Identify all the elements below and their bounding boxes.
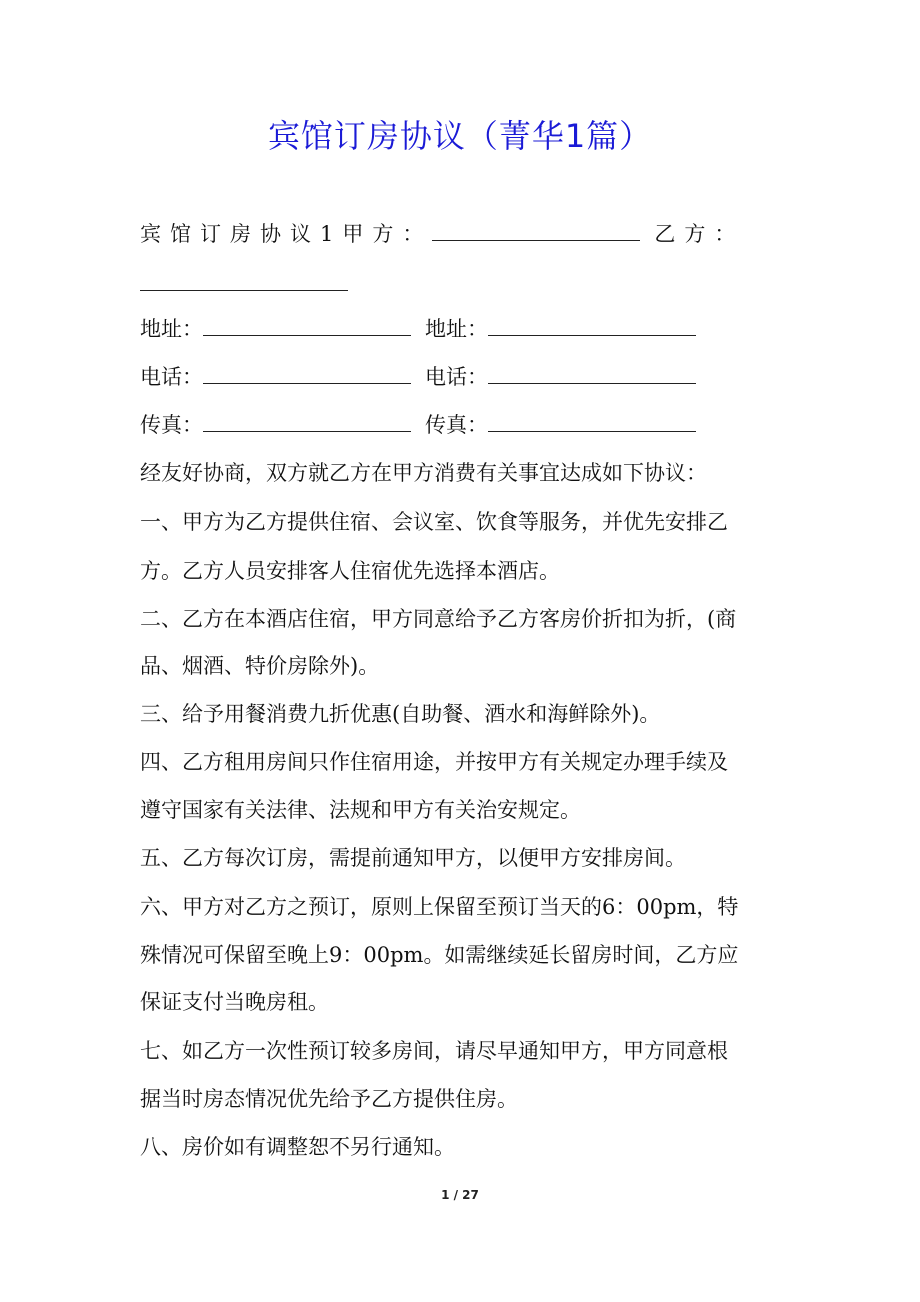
left-phone-label: 电话： — [140, 365, 203, 389]
left-address-label: 地址： — [140, 317, 203, 341]
right-phone-label: 电话： — [425, 365, 488, 389]
clause-6-line-2: 殊情况可保留至晚上9：00pm。如需继续延长留房时间，乙方应 — [140, 943, 739, 967]
clause-1-line-1: 一、甲方为乙方提供住宿、会议室、饮食等服务，并优先安排乙 — [140, 510, 728, 534]
clause-3: 三、给予用餐消费九折优惠(自助餐、酒水和海鲜除外)。 — [140, 702, 661, 726]
party-b-blank — [140, 270, 348, 291]
clause-7-line-2: 据当时房态情况优先给予乙方提供住房。 — [140, 1087, 518, 1111]
paragraph-intro: 经友好协商，双方就乙方在甲方消费有关事宜达成如下协议： — [140, 461, 707, 485]
party-b-label: 乙方： — [654, 222, 745, 246]
document-title: 宾馆订房协议（菁华1篇） — [267, 117, 653, 155]
intro-heading: 宾馆订房协议1甲方： — [140, 222, 433, 246]
right-address-label: 地址： — [425, 317, 488, 341]
right-fax-blank — [488, 411, 696, 432]
address-row — [140, 313, 780, 345]
clause-5: 五、乙方每次订房，需提前通知甲方，以便甲方安排房间。 — [140, 846, 686, 870]
page-number: 1 / 27 — [441, 1188, 479, 1202]
clause-1-line-2: 方。乙方人员安排客人住宿优先选择本酒店。 — [140, 559, 560, 583]
left-fax-blank — [203, 411, 411, 432]
right-fax-label: 传真： — [425, 413, 488, 437]
clause-4-line-2: 遵守国家有关法律、法规和甲方有关治安规定。 — [140, 798, 581, 822]
clause-8: 八、房价如有调整恕不另行通知。 — [140, 1135, 455, 1159]
right-phone-blank — [488, 363, 696, 384]
clause-2-line-2: 品、烟酒、特价房除外)。 — [140, 654, 380, 678]
phone-row — [140, 361, 780, 393]
left-address-blank — [203, 315, 411, 336]
left-fax-label: 传真： — [140, 413, 203, 437]
clause-6-line-3: 保证支付当晚房租。 — [140, 990, 329, 1014]
clause-2-line-1: 二、乙方在本酒店住宿，甲方同意给予乙方客房价折扣为折，(商 — [140, 607, 737, 631]
party-a-blank — [432, 220, 640, 241]
fax-row — [140, 409, 780, 441]
clause-6-line-1: 六、甲方对乙方之预订，原则上保留至预订当天的6：00pm，特 — [140, 895, 739, 919]
clause-4-line-1: 四、乙方租用房间只作住宿用途，并按甲方有关规定办理手续及 — [140, 750, 728, 774]
intro-line — [140, 218, 780, 250]
right-address-blank — [488, 315, 696, 336]
left-phone-blank — [203, 363, 411, 384]
clause-7-line-1: 七、如乙方一次性预订较多房间，请尽早通知甲方，甲方同意根 — [140, 1039, 728, 1063]
party-b-line — [140, 268, 780, 300]
